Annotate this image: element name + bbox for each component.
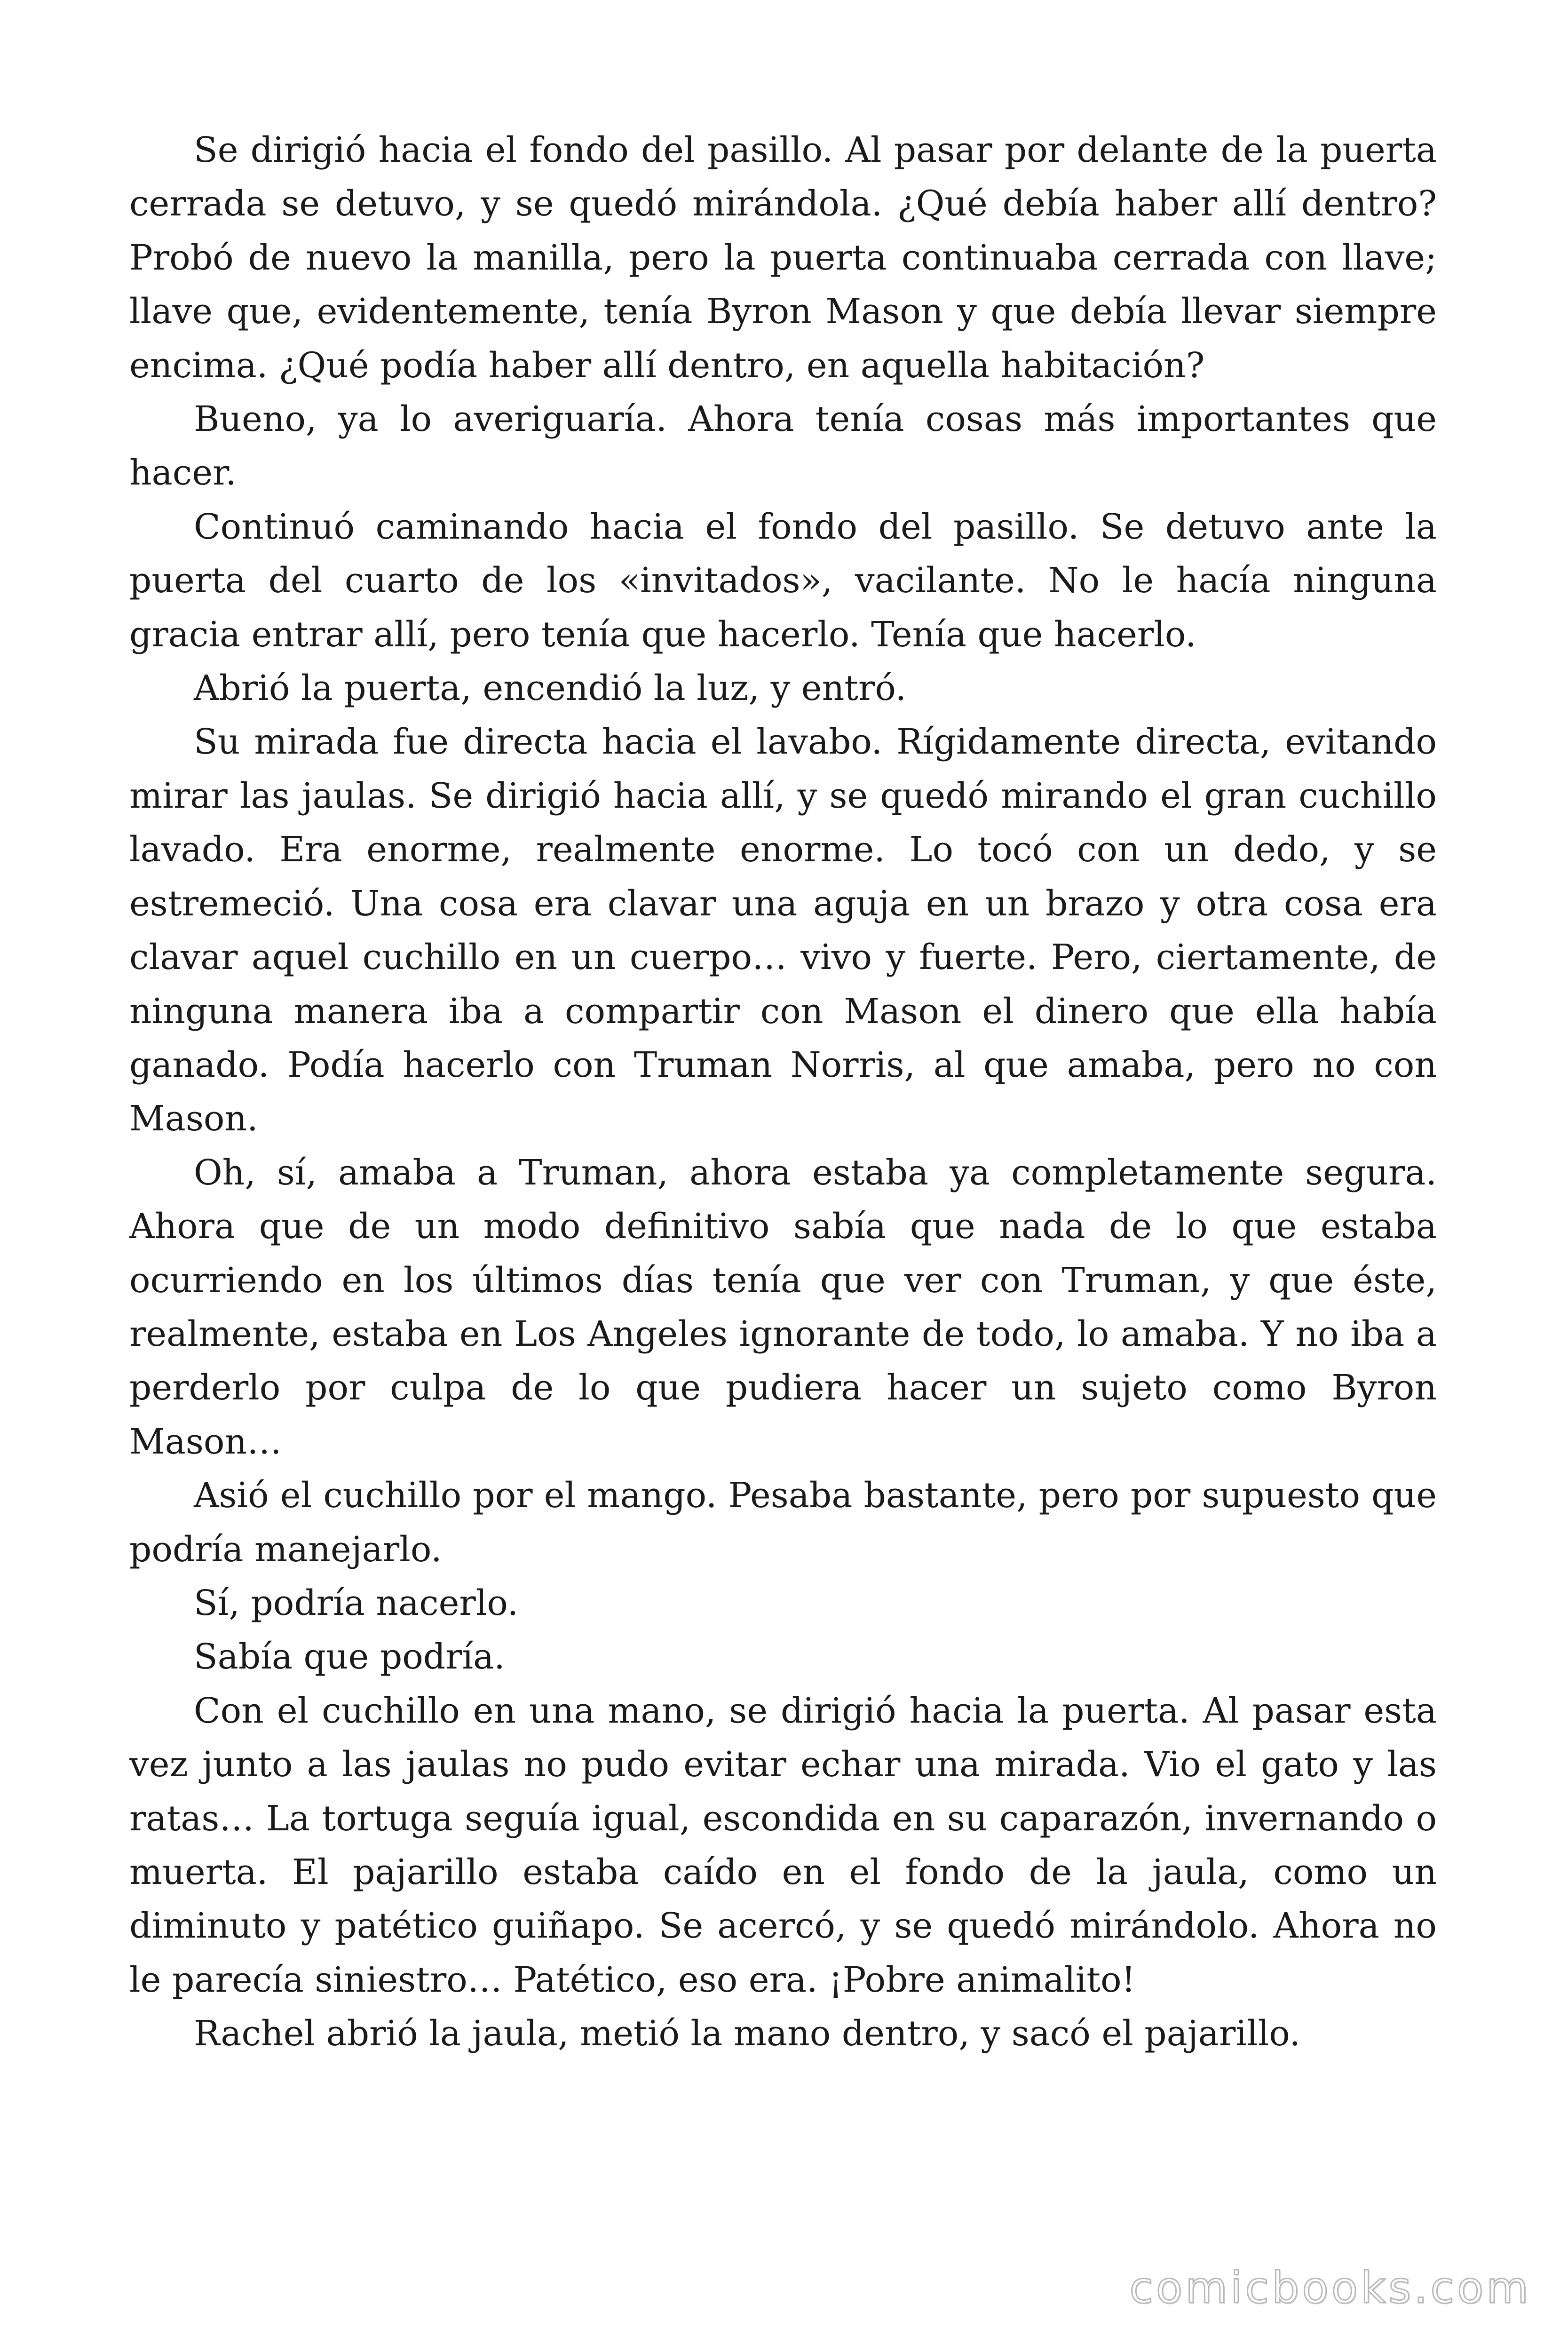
paragraph: Sí, podría nacerlo. <box>194 1582 519 1623</box>
body-text <box>129 123 1437 2061</box>
paragraph: Asió el cuchillo por el mango. Pesaba bastante, pero por supuesto que podría manejarlo. <box>129 1475 1437 1570</box>
paragraph: Se dirigió hacia el fondo del pasillo. Al pasar por delante de la puerta cerrada se detuvo, y se quedó mirándola. ¿Qué debía haber allí dentro? Probó de nuevo la manilla, pero la puerta continuaba cerrada con llave; llave que, evidentemente, tenía Byron Mason y que debía llevar siempre encima. ¿Qué podía haber allí dentro, en aquella habitación? <box>129 130 1437 386</box>
paragraph: Bueno, ya lo averiguaría. Ahora tenía cosas más importantes que hacer. <box>129 399 1437 493</box>
paragraph: Continuó caminando hacia el fondo del pasillo. Se detuvo ante la puerta del cuarto de los «invitados», vacilante. No le hacía ninguna gracia entrar allí, pero tenía que hacerlo. Tenía que hacerlo. <box>129 506 1437 655</box>
paragraph: Oh, sí, amaba a Truman, ahora estaba ya completamente segura. Ahora que de un modo definitivo sabía que nada de lo que estaba ocurriendo en los últimos días tenía que ver con Truman, y que éste, realmente, estaba en Los Angeles ignorante de todo, lo amaba. Y no iba a perderlo por culpa de lo que pudiera hacer un sujeto como Byron Mason… <box>129 1152 1437 1462</box>
paragraph: Su mirada fue directa hacia el lavabo. Rígidamente directa, evitando mirar las jaulas. Se dirigió hacia allí, y se quedó mirando el gran cuchillo lavado. Era enorme, realmente enorme. Lo tocó con un dedo, y se estremeció. Una cosa era clavar una aguja en un brazo y otra cosa era clavar aquel cuchillo en un cuerpo… vivo y fuerte. Pero, ciertamente, de ninguna manera iba a compartir con Mason el dinero que ella había ganado. Podía hacerlo con Truman Norris, al que amaba, pero no con Mason. <box>129 722 1437 1139</box>
watermark: comicbooks.com <box>1129 2263 1531 2313</box>
paragraph: Rachel abrió la jaula, metió la mano dentro, y sacó el pajarillo. <box>194 2013 1301 2054</box>
paragraph: Sabía que podría. <box>194 1637 505 1677</box>
paragraph: Con el cuchillo en una mano, se dirigió hacia la puerta. Al pasar esta vez junto a las jaulas no pudo evitar echar una mirada. Vio el gato y las ratas… La tortuga seguía igual, escondida en su caparazón, invernando o muerta. El pajarillo estaba caído en el fondo de la jaula, como un diminuto y patético guiñapo. Se acercó, y se quedó mirándolo. Ahora no le parecía siniestro… Patético, eso era. ¡Pobre animalito! <box>129 1690 1437 2000</box>
paragraph: Abrió la puerta, encendió la luz, y entró. <box>194 668 907 709</box>
